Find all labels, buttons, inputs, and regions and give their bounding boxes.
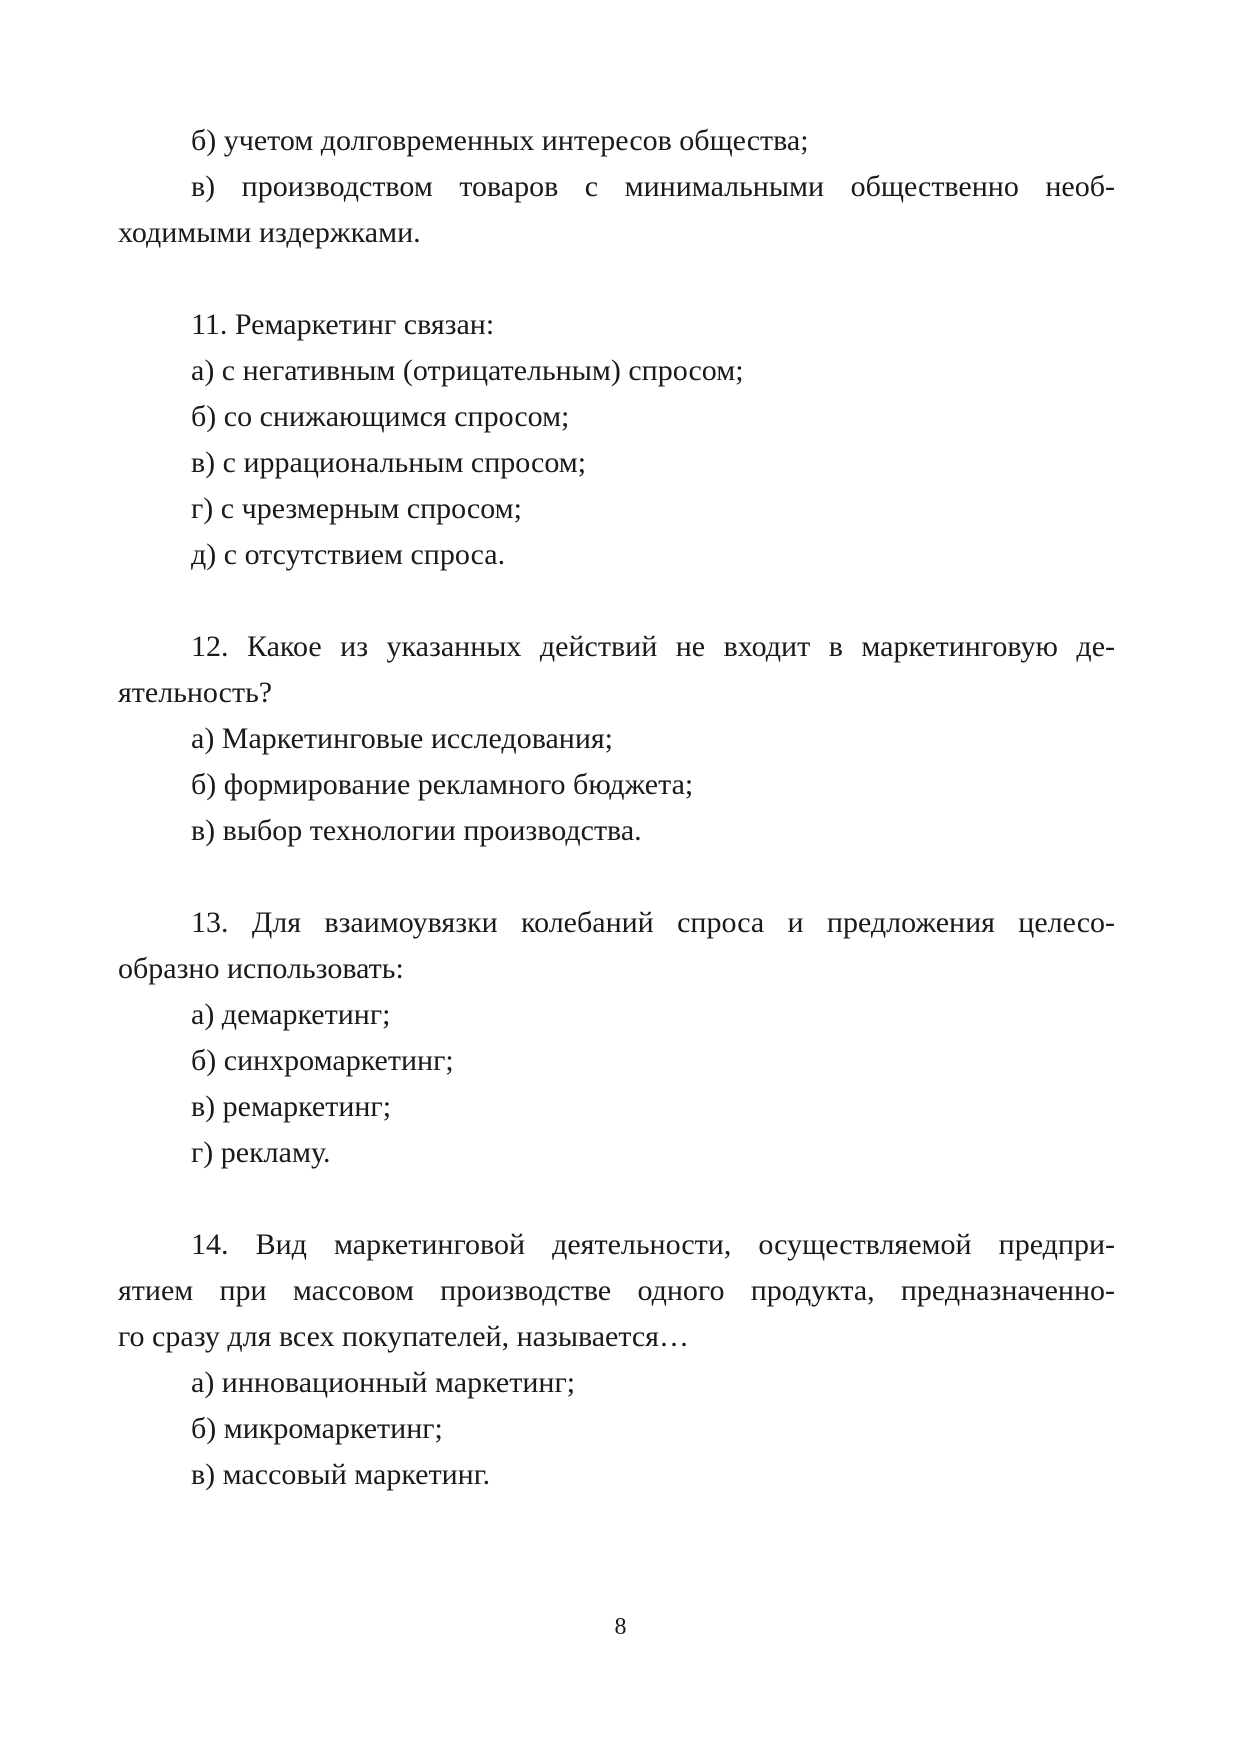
question-13-option-a: а) демаркетинг;: [191, 998, 391, 1031]
question-14-option-c: в) массовый маркетинг.: [191, 1458, 491, 1491]
spacer: [118, 1176, 1115, 1222]
question-11-option-c: в) с иррациональным спросом;: [191, 446, 587, 479]
question-14-option-b: б) микромаркетинг;: [191, 1412, 443, 1445]
page-number: 8: [614, 1614, 627, 1640]
question-13-option-b: б) синхромаркетинг;: [191, 1044, 454, 1077]
question-13-option-d: г) рекламу.: [191, 1136, 331, 1169]
question-13: [118, 900, 1115, 1176]
spacer: [118, 578, 1115, 624]
question-14-text-line3: го сразу для всех покупателей, называется…: [118, 1320, 689, 1353]
continuation-option-c-line2: ходимыми издержками.: [118, 216, 421, 249]
question-11-option-a: а) с негативным (отрицательным) спросом;: [191, 354, 744, 387]
question-11: [118, 302, 1115, 578]
spacer: [118, 854, 1115, 900]
question-14-text-line2: ятием при массовом производстве одного продукта, предназначенно-: [118, 1274, 1115, 1307]
question-14-text-line1: 14. Вид маркетинговой деятельности, осуществляемой предпри-: [191, 1228, 1115, 1261]
question-13-text-line2: образно использовать:: [118, 952, 404, 985]
question-12-option-b: б) формирование рекламного бюджета;: [191, 768, 694, 801]
question-11-option-e: д) с отсутствием спроса.: [191, 538, 506, 571]
question-12-text-line2: ятельность?: [118, 676, 273, 709]
question-13-option-c: в) ремаркетинг;: [191, 1090, 392, 1123]
continuation-option-b: б) учетом долговременных интересов общества;: [191, 124, 809, 157]
spacer: [118, 256, 1115, 302]
question-12-option-c: в) выбор технологии производства.: [191, 814, 642, 847]
question-13-text-line1: 13. Для взаимоувязки колебаний спроса и предложения целесо-: [191, 906, 1115, 939]
question-12: [118, 624, 1115, 854]
question-12-option-a: а) Маркетинговые исследования;: [191, 722, 614, 755]
question-11-option-d: г) с чрезмерным спросом;: [191, 492, 522, 525]
question-11-text: 11. Ремаркетинг связан:: [191, 308, 495, 341]
continuation-option-c-line1: в) производством товаров с минимальными общественно необ-: [191, 170, 1115, 203]
question-11-option-b: б) со снижающимся спросом;: [191, 400, 570, 433]
question-14-option-a: а) инновационный маркетинг;: [191, 1366, 576, 1399]
question-14: [118, 1222, 1115, 1498]
page-body: [118, 118, 1115, 1498]
question-12-text-line1: 12. Какое из указанных действий не входит в маркетинговую де-: [191, 630, 1115, 663]
